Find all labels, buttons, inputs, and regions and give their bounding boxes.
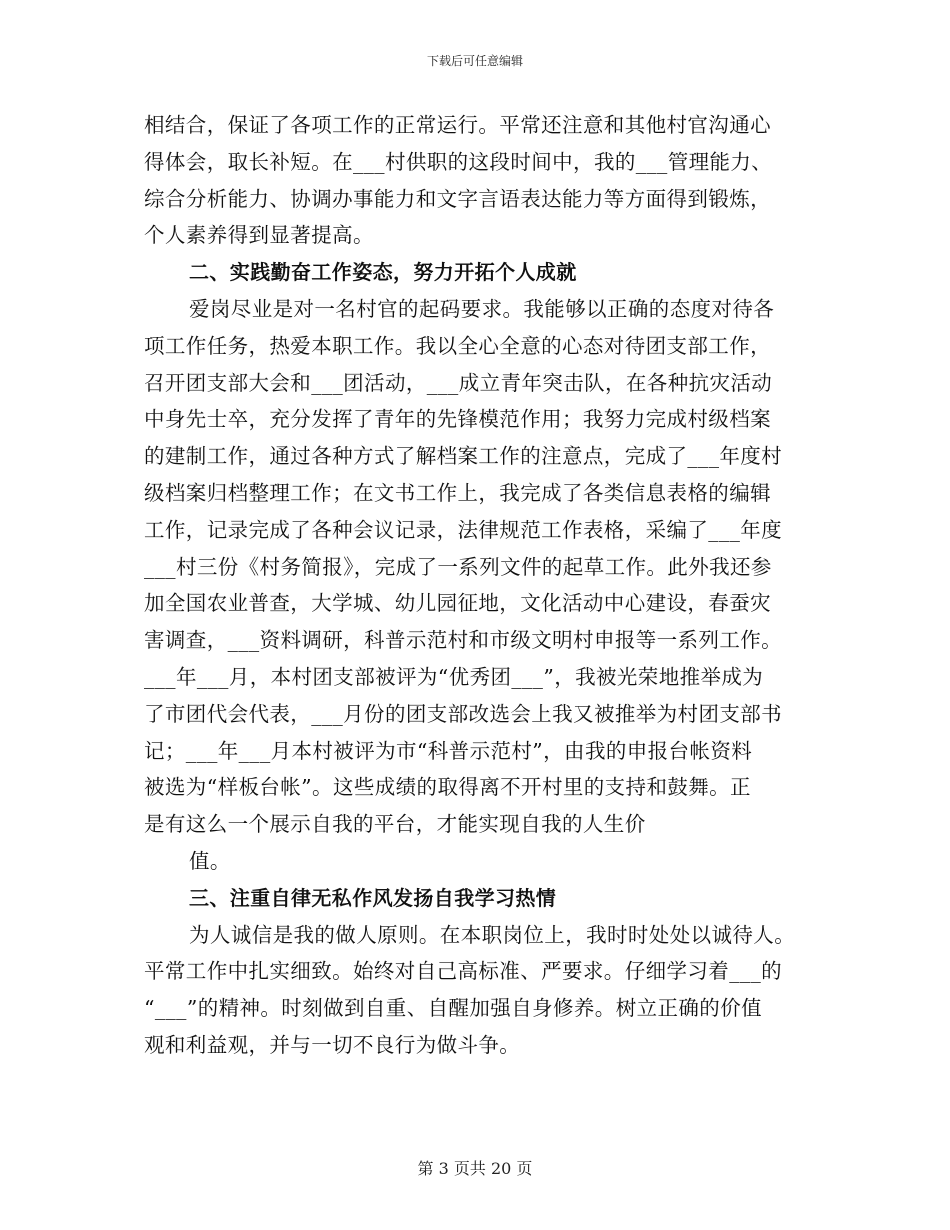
paragraph-line: 得体会，取长补短。在___村供职的这段时间中，我的___管理能力、 <box>144 149 773 174</box>
paragraph-line: 相结合，保证了各项工作的正常运行。平常还注意和其他村官沟通心 <box>144 113 771 137</box>
page-header-note: 下载后可任意编辑 <box>426 54 523 68</box>
section-heading-3: 三、注重自律无私作风发扬自我学习热情 <box>189 885 557 910</box>
paragraph-line: 工作，记录完成了各种会议记录，法律规范工作表格，采编了___年度 <box>144 517 783 542</box>
paragraph-line: 了市团代会代表，___月份的团支部改选会上我又被推举为村团支部书 <box>144 701 783 726</box>
paragraph-line: 记；___年___月本村被评为市“科普示范村”，由我的申报台帐资料 <box>144 738 753 763</box>
document-body <box>144 107 808 1064</box>
paragraph-line: 中身先士卒，充分发挥了青年的先锋模范作用；我努力完成村级档案 <box>144 407 771 432</box>
paragraph-line: ___村三份《村务简报》，完成了一系列文件的起草工作。此外我还参 <box>144 554 772 579</box>
paragraph-line: 个人素养得到显著提高。 <box>144 223 374 248</box>
paragraph-line: 害调查，___资料调研，科普示范村和市级文明村申报等一系列工作。 <box>144 628 783 653</box>
paragraph-line: 的建制工作，通过各种方式了解档案工作的注意点，完成了___年度村 <box>144 444 783 469</box>
paragraph-line: 项工作任务，热爱本职工作。我以全心全意的心态对待团支部工作， <box>144 333 771 358</box>
paragraph-line: 观和利益观，并与一切不良行为做斗争。 <box>144 1032 521 1057</box>
paragraph-line: 平常工作中扎实细致。始终对自己高标准、严要求。仔细学习着___的 <box>144 959 783 984</box>
section-heading-2: 二、实践勤奋工作姿态，努力开拓个人成就 <box>189 260 577 285</box>
page-number: 第 3 页共 20 页 <box>417 1159 533 1178</box>
paragraph-line: 召开团支部大会和___团活动，___成立青年突击队，在各种抗灾活动 <box>144 370 773 395</box>
paragraph-line: 综合分析能力、协调办事能力和文字言语表达能力等方面得到锻炼， <box>144 186 771 211</box>
paragraph-line: 爱岗尽业是对一名村官的起码要求。我能够以正确的态度对待各 <box>189 296 775 321</box>
paragraph-line: 是有这么一个展示自我的平台，才能实现自我的人生价 <box>144 812 646 837</box>
paragraph-line: 级档案归档整理工作；在文书工作上，我完成了各类信息表格的编辑 <box>144 480 771 505</box>
paragraph-line: 值。 <box>189 848 231 873</box>
paragraph-line: 为人诚信是我的做人原则。在本职岗位上，我时时处处以诚待人。 <box>189 922 796 947</box>
paragraph-line: “___”的精神。时刻做到自重、自醒加强自身修养。树立正确的价值 <box>144 996 763 1021</box>
paragraph-line: ___年___月，本村团支部被评为“优秀团___”，我被光荣地推举成为 <box>144 664 764 689</box>
paragraph-line: 被选为“样板台帐”。这些成绩的取得离不开村里的支持和鼓舞。正 <box>144 775 751 800</box>
paragraph-line: 加全国农业普查，大学城、幼儿园征地，文化活动中心建设，春蚕灾 <box>144 591 771 616</box>
